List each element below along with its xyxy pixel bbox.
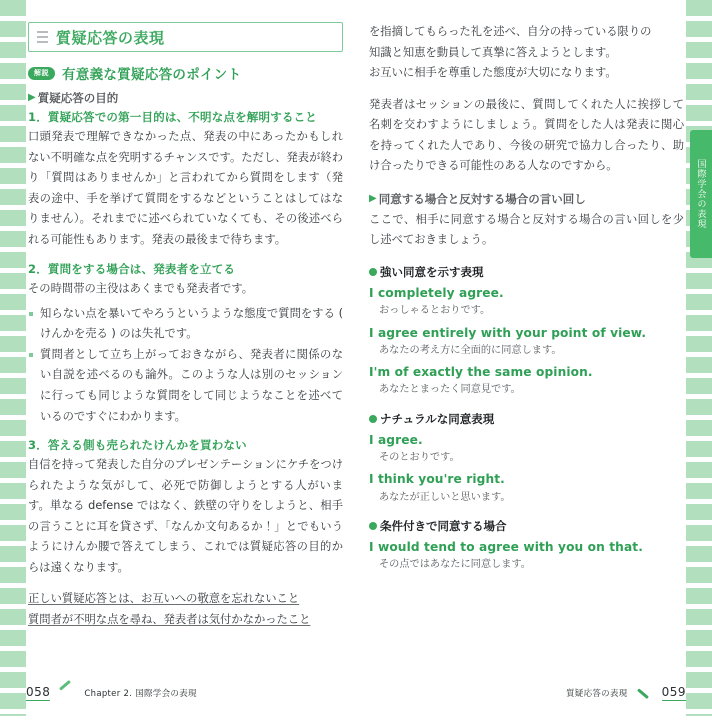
underlined-line-2: 質問者が不明な点を尋ね、発表者は気付かなかったこと	[28, 612, 311, 626]
right-sub-heading	[369, 191, 684, 207]
green-dot-icon	[369, 268, 377, 276]
footer-right	[566, 685, 686, 701]
right-paragraph-3: ここで、相手に同意する場合と反対する場合の言い回しを少し述べておきましょう。	[369, 212, 684, 247]
paragraph-3: 自信を持って発表した自分のプレゼンテーションにケチをつけられたような気がして、必死で防御しようとする人がいます。単なる defense ではなく、鉄壁の守りをしようと、相手の言うことに耳を貸さず、「なんか文句あるか！」とでもいうようにけんか腰で答えてしまう、これでは質疑応答の目的からは遠くなります。	[28, 458, 343, 574]
page-number-right: 059	[661, 685, 686, 699]
english-phrase: I agree.	[369, 432, 423, 447]
phrase-group-heading-text: 強い同意を示す表現	[380, 264, 484, 279]
japanese-translation: あなたの考え方に全面的に同意します。	[379, 344, 562, 356]
green-dot-icon	[369, 415, 377, 423]
phrase-group-heading-2	[369, 411, 684, 427]
list-item: 質問者として立ち上がっておきながら、発表者に関係のない自説を述べるのも論外。このような人は別のセッションに行っても同じような質問をして同じようなことを述べているのですぐにわかります。	[28, 345, 343, 427]
footer-left	[26, 685, 197, 701]
phrase-group-heading-3	[369, 518, 684, 534]
numbered-heading-3: 3．答える側も売られたけんかを買わない	[28, 438, 247, 453]
phrase-group-heading-text: ナチュラルな同意表現	[380, 411, 495, 426]
left-sub-heading-text: 質疑応答の目的	[37, 91, 119, 105]
green-dot-icon	[369, 522, 377, 530]
hamburger-icon	[37, 31, 48, 43]
right-paragraph-2: 発表者はセッションの最後に、質問してくれた人に挨拶して名刺を交わすようにしましょう。質問をした人は発表に関心を持ってくれた人であり、今後の研究で協力し合ったり、助け合ったりできる可能性のある人なのですから。	[369, 97, 684, 173]
continued-line-1: を指摘してもらった礼を述べ、自分の持っている限りの	[369, 25, 652, 38]
english-phrase: I agree entirely with your point of view.	[369, 325, 647, 340]
japanese-translation: その点ではあなたに同意します。	[379, 559, 531, 571]
paragraph-1: 口頭発表で理解できなかった点、発表の中にあったかもしれない不明確な点を究明するチャンスです。ただし、発表が終わり「質問はありませんか」と言われてから質問をします（発表の途中、手を挙げて質問をするなどということはしてはなりません）。それまでに述べられていなくても、その後述べられる可能性もあります。発表の最後まで待ちます。	[28, 130, 343, 246]
english-phrase: I completely agree.	[369, 285, 504, 300]
pen-icon	[59, 687, 75, 699]
footer-rule	[0, 716, 712, 720]
page-title: 質疑応答の表現	[56, 28, 165, 47]
triangle-icon: ▶	[28, 92, 36, 103]
triangle-icon: ▶	[369, 192, 377, 204]
side-tab-label: 国際学会の表現	[695, 159, 706, 229]
pen-icon	[637, 687, 653, 699]
phrase-group-heading-text: 条件付きで同意する場合	[380, 518, 507, 533]
english-phrase: I would tend to agree with you on that.	[369, 539, 643, 554]
page-number-left: 058	[26, 685, 51, 699]
japanese-translation: あなたとまったく同意見です。	[379, 384, 521, 396]
page-columns	[28, 22, 684, 674]
bullet-list	[28, 304, 343, 427]
chapter-label: Chapter 2. 国際学会の表現	[84, 689, 197, 699]
numbered-heading-2: 2．質問をする場合は、発表者を立てる	[28, 262, 236, 277]
underlined-line-1: 正しい質疑応答とは、お互いへの敬意を忘れないこと	[28, 592, 300, 606]
page-footer	[26, 680, 686, 706]
explanation-badge: 解説	[28, 67, 55, 80]
left-sub-heading	[28, 90, 343, 106]
phrase-group-heading-1	[369, 264, 684, 280]
continued-line-2: 知識と知恵を動員して真摯に答えようとします。	[369, 45, 617, 59]
japanese-translation: そのとおりです。	[379, 452, 460, 463]
japanese-translation: あなたが正しいと思います。	[379, 491, 511, 503]
right-column	[369, 22, 684, 674]
left-edge-stripes	[0, 0, 26, 720]
explanation-heading	[28, 63, 343, 83]
section-header	[28, 22, 343, 52]
side-index-tab	[690, 130, 712, 258]
continued-line-3: お互いに相手を尊重した態度が大切になります。	[369, 66, 617, 80]
english-phrase: I think you're right.	[369, 472, 505, 487]
right-sub-heading-text: 同意する場合と反対する場合の言い回し	[378, 191, 586, 206]
english-phrase: I'm of exactly the same opinion.	[369, 365, 593, 380]
numbered-heading-1: 1．質疑応答での第一目的は、不明な点を解明すること	[28, 110, 317, 124]
explanation-heading-text: 有意義な質疑応答のポイント	[62, 67, 242, 83]
left-column	[28, 22, 343, 674]
japanese-translation: おっしゃるとおりです。	[379, 305, 491, 317]
right-edge-stripes	[686, 0, 712, 720]
list-item: 知らない点を暴いてやろうというような態度で質問をする ( けんかを売る ) のは失礼です。	[28, 304, 343, 345]
section-label: 質疑応答の表現	[565, 689, 628, 699]
paragraph-2: その時間帯の主役はあくまでも発表者です。	[28, 282, 254, 296]
